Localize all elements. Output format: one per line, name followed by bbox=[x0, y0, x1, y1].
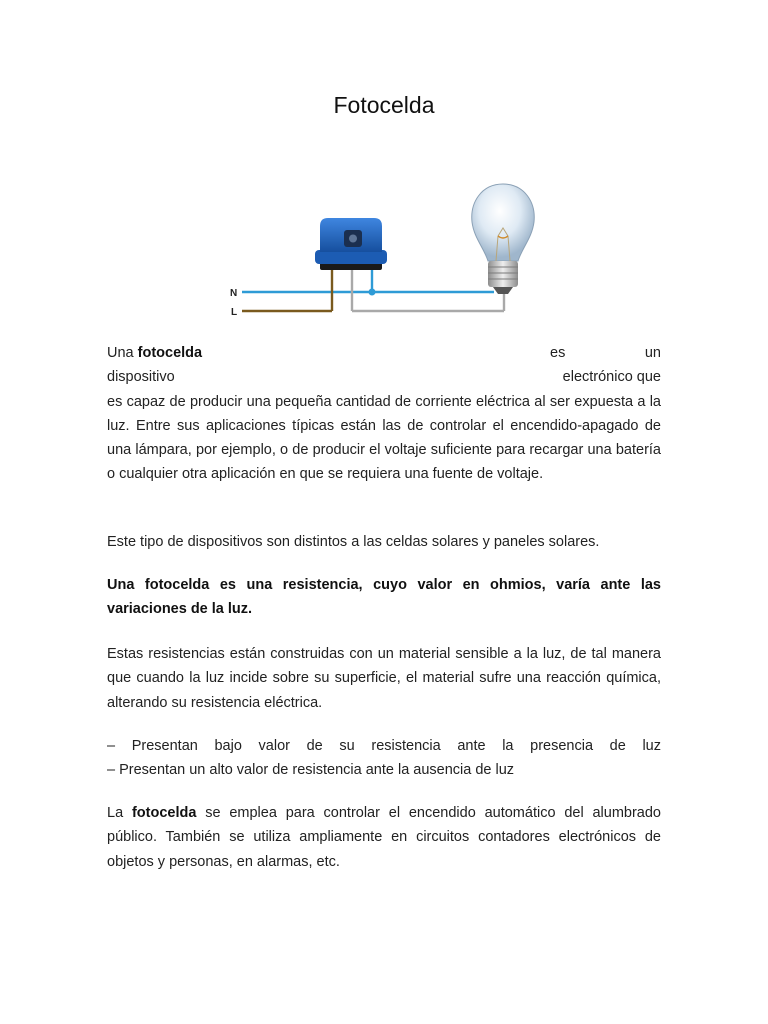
paragraph-4: Estas resistencias están construidas con un material sensible a la luz, de tal manera que cuando la luz incide sobre su superficie, el material sufre una reacción química, alterando su resistencia eléctrica. bbox=[107, 646, 661, 711]
paragraph-3-bold: Una fotocelda es una resistencia, cuyo valor en ohmios, varía ante las variaciones de la luz. bbox=[107, 577, 661, 618]
neutral-label: N bbox=[230, 288, 238, 299]
bold-term: fotocelda bbox=[131, 805, 197, 821]
photocell-sensor bbox=[315, 218, 387, 270]
text-fragment: un bbox=[644, 345, 661, 361]
paragraph-1-rest: es capaz de producir una pequeña cantidad de corriente eléctrica al ser expuesta a la luz. Entre sus aplicaciones típicas están las de controlar el encendido-apagado de una lámpara, por ejemplo, o de producir el voltaje suficiente para recargar una batería o cualquier otra aplicación en que se requiera una fuente de voltaje. bbox=[107, 393, 661, 483]
photocell-circuit-figure bbox=[222, 140, 540, 362]
text-fragment: electrónico que bbox=[562, 369, 661, 386]
text-fragment: es bbox=[550, 345, 566, 361]
paragraph-6 bbox=[107, 801, 661, 874]
paragraph-1 bbox=[107, 341, 661, 487]
text-fragment: Una bbox=[107, 345, 134, 361]
light-bulb bbox=[472, 184, 534, 294]
text-fragment: se emplea para controlar el encendido automático del alumbrado público. También se utiliza ampliamente en circuitos contadores electrónicos de objetos y personas, en alarmas, etc. bbox=[107, 805, 661, 870]
list-item-1: – Presentan bajo valor de su resistencia ante la presencia de luz bbox=[107, 738, 661, 754]
list-item-2: – Presentan un alto valor de resistencia ante la ausencia de luz bbox=[107, 762, 515, 779]
paragraph-5-list bbox=[107, 734, 661, 783]
paragraph-2: Este tipo de dispositivos son distintos a las celdas solares y paneles solares. bbox=[107, 534, 600, 550]
text-fragment: dispositivo bbox=[107, 369, 175, 386]
bold-term: fotocelda bbox=[137, 345, 203, 361]
junction-dot bbox=[369, 289, 376, 296]
line-label: L bbox=[231, 307, 238, 318]
wires bbox=[242, 268, 504, 311]
paragraph-1-line-2 bbox=[107, 365, 661, 389]
text-fragment: La bbox=[107, 805, 124, 821]
page-title: Fotocelda bbox=[333, 92, 435, 118]
paragraph-1-line-1 bbox=[107, 341, 661, 365]
